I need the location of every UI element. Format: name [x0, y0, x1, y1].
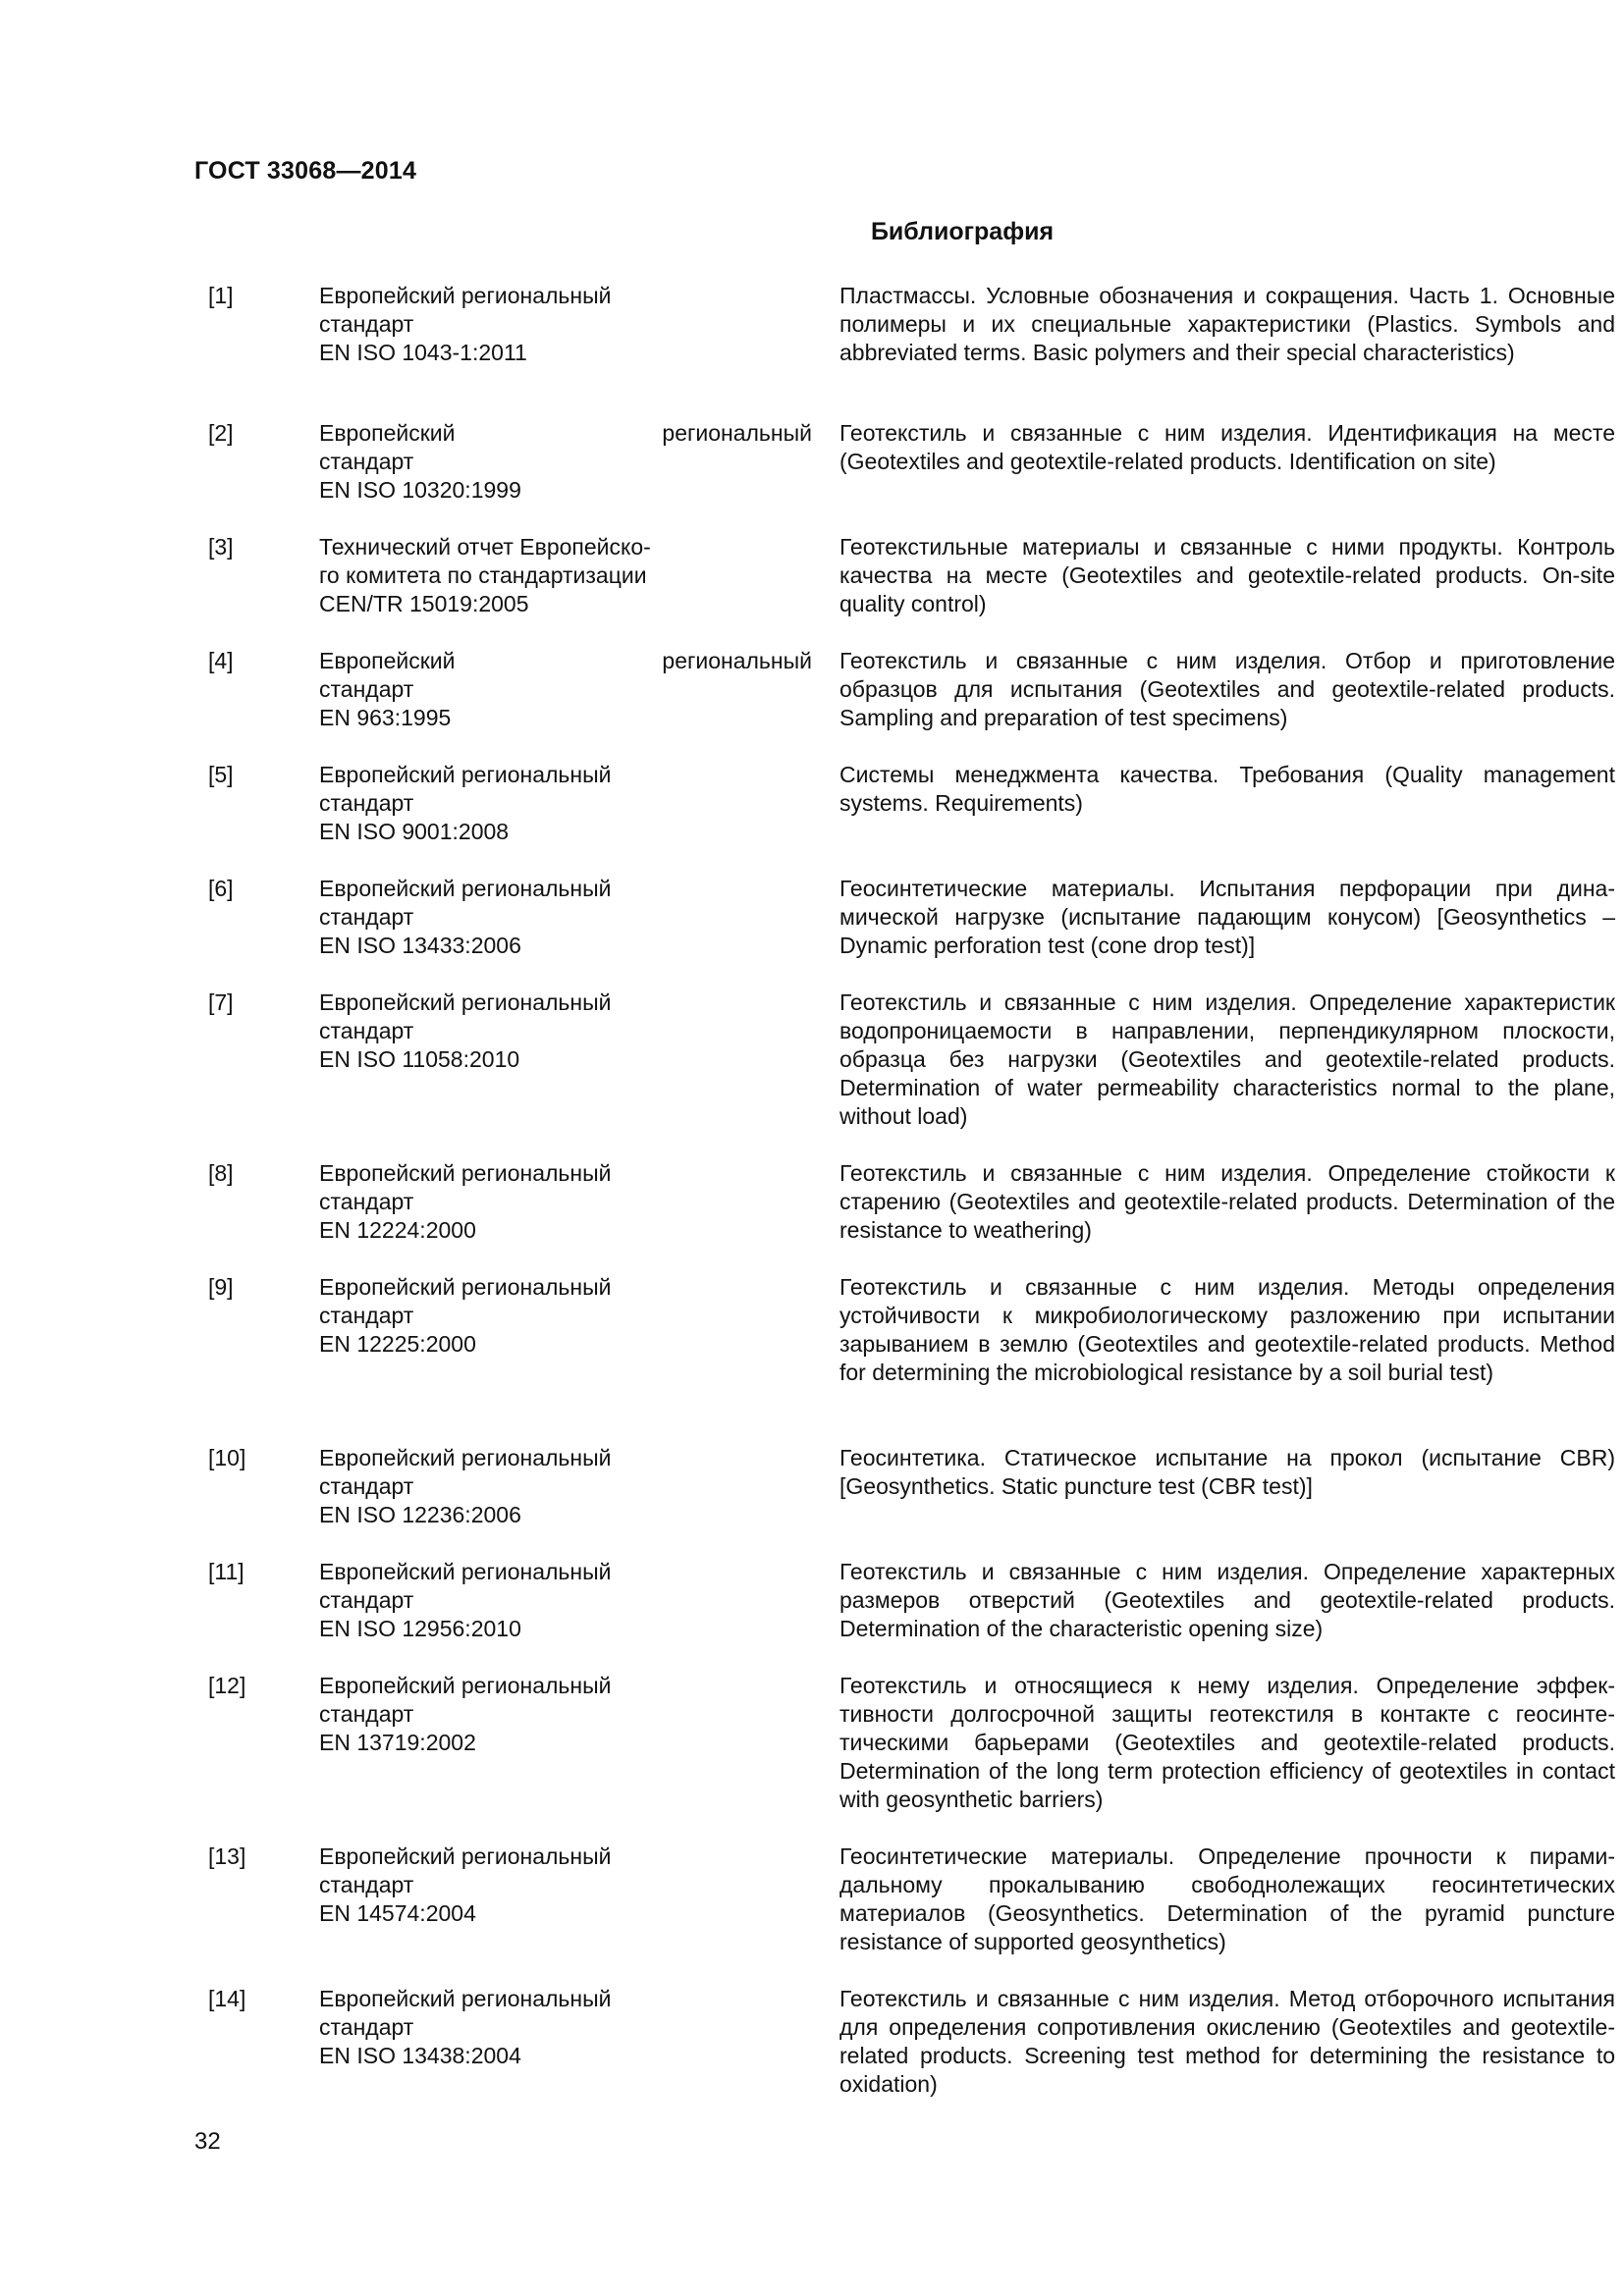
- bibliography-entry: [208, 1159, 1615, 1245]
- source-line: стандарт: [319, 1473, 414, 1499]
- bibliography-entry: [208, 875, 1615, 960]
- entry-source: [319, 875, 812, 960]
- source-line: Европейский региональный: [319, 1673, 612, 1698]
- entry-number: [12]: [208, 1673, 246, 1698]
- entry-description: Геотекстильные материалы и связанные с ними продукты. Контроль качества на месте (Geotextiles and geotextile-related products. On-site quality control): [839, 534, 1615, 616]
- bibliography-entry: [208, 419, 1615, 505]
- entry-number: [4]: [208, 648, 234, 673]
- document-code-header: ГОСТ 33068—2014: [194, 157, 417, 185]
- entry-description: Геосинтетические материалы. Определение прочности к пирамидальному прокалыванию свободнолежащих геосинтетических материалов (Geosynthetics. Determination of the pyramid puncture resistance of supported geosynthetics): [839, 1843, 1615, 1954]
- bibliography-entry: [208, 1842, 1615, 1956]
- entry-source: [319, 1985, 812, 2099]
- bibliography-entry: [208, 282, 1615, 367]
- entry-description: Геотекстиль и связанные с ним изделия. Определение характеристик водопроницаемости в направлении, перпендикулярном плоскости, образца без нагрузки (Geotextiles and geotextile-related products. Determination of water permeability characteristics normal to the plane, without load): [839, 989, 1615, 1129]
- entry-description: Геотекстиль и связанные с ним изделия. Метод отборочного испытания для определения сопротивления окислению (Geotextiles and geotextile-related products. Screening test method for determining the resistance to oxidation): [839, 1986, 1615, 2097]
- entry-number: [6]: [208, 876, 234, 901]
- entry-number: [9]: [208, 1274, 234, 1300]
- source-code: EN 14574:2004: [319, 1900, 476, 1926]
- entry-number: [10]: [208, 1445, 246, 1470]
- source-line: Европейский региональный: [319, 762, 612, 787]
- bibliography-entry: [208, 1672, 1615, 1814]
- source-line: стандарт: [319, 449, 414, 474]
- entry-source: [319, 1159, 812, 1245]
- bibliography-entry: [208, 533, 1615, 618]
- bibliography-entry: [208, 1273, 1615, 1387]
- bibliography-title: Библиография: [870, 218, 1055, 245]
- source-code: EN ISO 12236:2006: [319, 1502, 521, 1527]
- bibliography-entry: [208, 761, 1615, 846]
- source-line: Европейский региональный: [319, 283, 612, 308]
- bibliography-entry: [208, 1985, 1615, 2099]
- source-code: EN ISO 13433:2006: [319, 933, 521, 958]
- entry-source: [319, 533, 812, 618]
- entry-description: Геосинтетика. Статическое испытание на прокол (испытание CBR) [Geosynthetics. Static puncture test (CBR test)]: [839, 1445, 1615, 1499]
- source-line: Европейский региональный: [319, 1160, 612, 1186]
- source-code: EN 963:1995: [319, 705, 452, 730]
- entry-description: Пластмассы. Условные обозначения и сокращения. Часть 1. Основные полимеры и их специальные характеристики (Plastics. Symbols and abbreviated terms. Basic polymers and their special characteristics): [839, 283, 1615, 365]
- entry-number: [13]: [208, 1843, 246, 1869]
- entry-description: Системы менеджмента качества. Требования (Quality management systems. Requirements): [839, 762, 1615, 816]
- entry-description: Геотекстиль и связанные с ним изделия. Определение стойкости к старению (Geotextiles and geotextile-related products. Determination of the resistance to weathering): [839, 1160, 1615, 1243]
- entry-number: [11]: [208, 1559, 244, 1584]
- entry-source: [319, 647, 812, 732]
- entry-source: [319, 1444, 812, 1529]
- source-line: стандарт: [319, 1018, 414, 1043]
- entry-description: Геотекстиль и относящиеся к нему изделия. Определение эффективности долгосрочной защиты геотекстиля в контакте с геосинтетическими барьерами (Geotextiles and geotextile-related products. Determination of the long term protection efficiency of geotextiles in contact with geosynthetic barriers): [839, 1673, 1615, 1812]
- source-code: EN ISO 12956:2010: [319, 1616, 521, 1641]
- entry-description: Геотекстиль и связанные с ним изделия. Отбор и приготовление образцов для испытания (Geotextiles and geotextile-related products. Sampling and preparation of test specimens): [839, 648, 1615, 730]
- entry-description: Геотекстиль и связанные с ним изделия. Определение характерных размеров отверстий (Geotextiles and geotextile-related products. Determination of the characteristic opening size): [839, 1559, 1615, 1641]
- entry-description: Геотекстиль и связанные с ним изделия. Методы определения устойчивости к микробиологическому разложению при испытании зарыванием в землю (Geotextiles and geotextile-related products. Method for determining the microbiological resistance by a soil burial test): [839, 1274, 1615, 1385]
- page-number: 32: [194, 2128, 221, 2155]
- source-line: стандарт: [319, 1872, 414, 1897]
- source-code: EN 13719:2002: [319, 1730, 476, 1755]
- source-line: стандарт: [319, 2014, 414, 2040]
- source-code: CEN/TR 15019:2005: [319, 591, 529, 616]
- entry-source: [319, 1558, 812, 1643]
- source-line: стандарт: [319, 1303, 414, 1328]
- bibliography-entry: [208, 647, 1615, 732]
- entry-number: [2]: [208, 420, 234, 446]
- source-line: стандарт: [319, 676, 414, 702]
- source-line: стандарт: [319, 1189, 414, 1214]
- entry-number: [1]: [208, 283, 234, 308]
- entry-source: [319, 1273, 812, 1387]
- source-line: стандарт: [319, 311, 414, 337]
- source-code: EN ISO 9001:2008: [319, 819, 510, 844]
- source-code: EN ISO 13438:2004: [319, 2043, 521, 2068]
- entry-number: [3]: [208, 534, 234, 560]
- entry-source: [319, 761, 812, 846]
- source-code: EN ISO 10320:1999: [319, 477, 521, 503]
- entry-description: Геотекстиль и связанные с ним изделия. Идентификация на месте (Geotextiles and geotextile-related products. Identification on site): [839, 420, 1615, 474]
- source-line: Технический отчет Европейско-: [319, 534, 651, 560]
- source-line: Европейский региональный: [319, 420, 812, 446]
- entry-number: [14]: [208, 1986, 246, 2011]
- entry-number: [7]: [208, 989, 234, 1015]
- source-line: Европейский региональный: [319, 1559, 612, 1584]
- entry-source: [319, 1842, 812, 1956]
- source-code: EN ISO 11058:2010: [319, 1046, 520, 1072]
- source-line: Европейский региональный: [319, 648, 812, 673]
- source-line: стандарт: [319, 1701, 414, 1727]
- entry-source: [319, 282, 812, 367]
- source-code: EN 12224:2000: [319, 1217, 476, 1243]
- bibliography-entry: [208, 988, 1615, 1131]
- source-line: стандарт: [319, 1587, 414, 1613]
- source-line: стандарт: [319, 904, 414, 930]
- bibliography-entry: [208, 1444, 1615, 1529]
- source-line: го комитета по стандартизации: [319, 562, 647, 588]
- entry-source: [319, 1672, 812, 1814]
- source-line: Европейский региональный: [319, 1274, 612, 1300]
- entry-source: [319, 419, 812, 505]
- source-line: Европейский региональный: [319, 989, 612, 1015]
- entry-number: [8]: [208, 1160, 234, 1186]
- source-line: Европейский региональный: [319, 876, 612, 901]
- entry-number: [5]: [208, 762, 234, 787]
- bibliography-entry: [208, 1558, 1615, 1643]
- source-line: Европейский региональный: [319, 1986, 612, 2011]
- source-code: EN 12225:2000: [319, 1331, 476, 1357]
- entry-source: [319, 988, 812, 1131]
- source-line: Европейский региональный: [319, 1843, 612, 1869]
- entry-description: Геосинтетические материалы. Испытания перфорации при динамической нагрузке (испытание падающим конусом) [Geosynthetics – Dynamic perforation test (cone drop test)]: [839, 876, 1615, 958]
- source-line: Европейский региональный: [319, 1445, 612, 1470]
- source-line: стандарт: [319, 790, 414, 816]
- source-code: EN ISO 1043-1:2011: [319, 340, 527, 365]
